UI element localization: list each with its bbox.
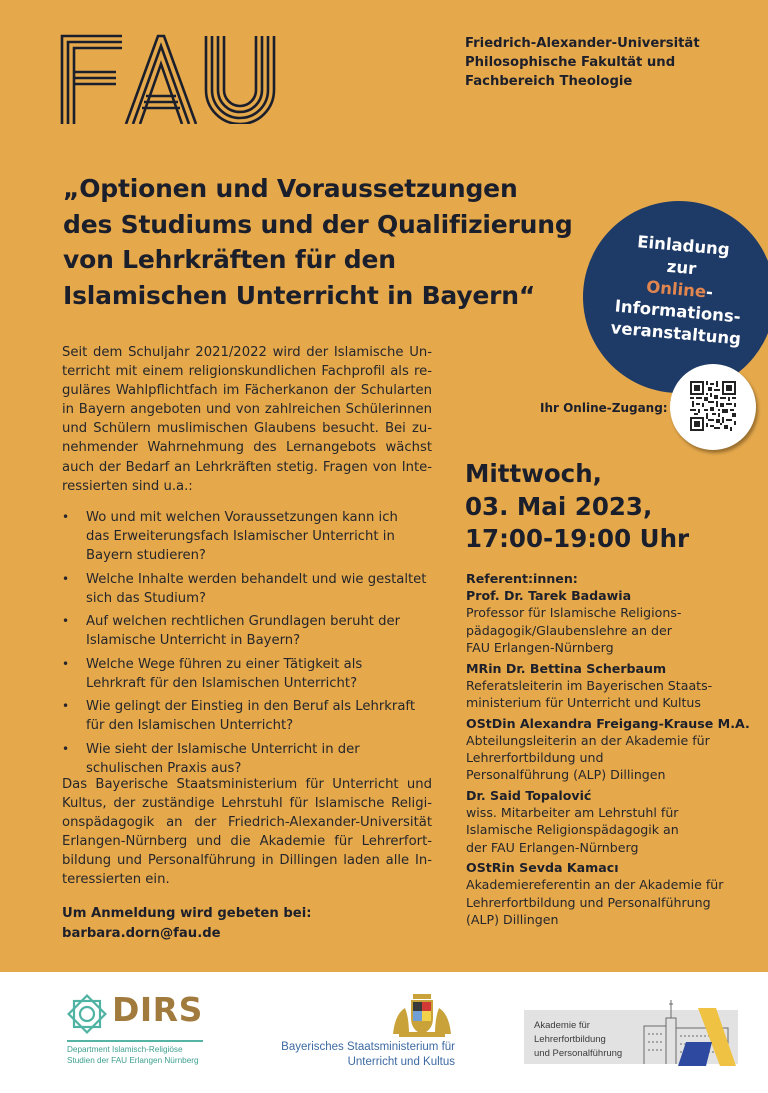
role-line: wiss. Mitarbeiter am Lehrstuhl für [466, 805, 679, 821]
title-line: Islamischen Unterricht in Bayern“ [63, 280, 536, 310]
intro-paragraph [62, 343, 432, 496]
alp-name [534, 1019, 622, 1060]
bavarian-coat-of-arms-icon [391, 994, 453, 1038]
bullet-icon: • [62, 510, 70, 524]
badge-line: Informations- [614, 296, 742, 327]
alp-logo [524, 992, 744, 1068]
event-title [63, 171, 603, 313]
intro-line: auch der Bedarf an Lehrkräften stetig. Fragen von Inte- [62, 459, 432, 475]
list-item [62, 508, 442, 565]
speaker-item [466, 787, 756, 856]
question-line: Auf welchen rechtlichen Grundlagen beruht der [86, 614, 401, 630]
question-line: sich das Studium? [86, 590, 206, 606]
bullet-icon: • [62, 656, 70, 671]
institution-name [465, 34, 700, 91]
role-line: Lehrerfortbildung und Personalführung [466, 894, 711, 910]
institution-line: Fachbereich Theologie [465, 74, 633, 89]
dirs-subtitle-line: Studien der FAU Erlangen Nürnberg [67, 1056, 199, 1065]
divider [67, 1040, 203, 1042]
alp-line: und Personalführung [534, 1047, 623, 1059]
speaker-item [466, 587, 756, 656]
dirs-subtitle [67, 1044, 199, 1066]
dirs-subtitle-line: Department Islamisch-Religiöse [67, 1045, 183, 1054]
event-time: 17:00-19:00 Uhr [465, 524, 690, 553]
outro-line: bildung und Personalführung in Dillingen laden alle In- [62, 853, 432, 869]
role-line: Islamische Religionspädagogik an [466, 822, 679, 838]
title-line: „Optionen und Voraussetzungen [63, 174, 518, 203]
role-line: Akademiereferentin an der Akademie für [466, 877, 724, 893]
speaker-name: OStDin Alexandra Freigang-Krause M.A. [466, 715, 750, 731]
question-line: Islamische Unterricht in Bayern? [86, 633, 301, 649]
ministry-line: Unterricht und Kultus [347, 1055, 455, 1068]
role-line: Professor für Islamische Religions- [466, 605, 682, 621]
institution-line: Philosophische Fakultät und [465, 55, 676, 70]
speakers-heading: Referent:innen: [466, 571, 578, 586]
speaker-name: OStRin Sevda Kamacı [466, 860, 619, 876]
list-item [62, 655, 442, 693]
role-line: Lehrerfortbildung und [466, 750, 604, 766]
dirs-logo [65, 992, 205, 1072]
question-line: Welche Inhalte werden behandelt und wie gestaltet [86, 571, 427, 587]
list-item [62, 570, 442, 608]
speaker-item [466, 660, 756, 712]
registration-info [62, 904, 312, 943]
event-date: 03. Mai 2023, [465, 491, 653, 521]
bullet-icon: • [62, 571, 70, 586]
question-line: Welche Wege führen zu einer Tätigkeit als [86, 656, 363, 672]
ministry-logo [265, 994, 463, 1074]
alp-line: Lehrerfortbildung [534, 1033, 606, 1045]
online-access-label: Ihr Online-Zugang: [540, 401, 668, 415]
outro-line: Kultus, der zuständige Lehrstuhl für Islamische Religi- [62, 796, 432, 812]
role-line: Abteilungsleiterin an der Akademie für [466, 732, 710, 748]
institution-line: Friedrich-Alexander-Universität [465, 36, 700, 51]
event-day: Mittwoch, [465, 459, 602, 488]
castle-a-logo-icon [636, 992, 746, 1068]
list-item [62, 740, 442, 778]
bullet-icon: • [62, 614, 70, 629]
speaker-role [466, 604, 756, 656]
question-line: Wie gelingt der Einstieg in den Beruf als Lehrkraft [86, 699, 416, 715]
invitation-badge [575, 193, 768, 401]
question-line: Lehrkraft für den Islamischen Unterricht? [86, 675, 358, 691]
role-line: Personalführung (ALP) Dillingen [466, 767, 666, 783]
bullet-icon: • [62, 741, 70, 756]
ministry-name [281, 1040, 455, 1069]
intro-line: nehmender Wahrnehmung des Lernangebots wächst [62, 440, 432, 456]
title-line: von Lehrkräften für den [63, 245, 396, 274]
outro-line: onspädagogik an der Friedrich-Alexander-Universität [62, 815, 432, 831]
role-line: FAU Erlangen-Nürnberg [466, 639, 614, 655]
speaker-name: Prof. Dr. Tarek Badawia [466, 588, 632, 604]
question-line: Bayern studieren? [86, 548, 206, 564]
outro-line: teressierten ein. [62, 872, 170, 888]
intro-line: guläres Wahlpflichtfach im Fächerkanon der Schularten [62, 383, 432, 399]
role-line: pädagogik/Glaubenslehre an der [466, 622, 672, 638]
speaker-name: MRin Dr. Bettina Scherbaum [466, 660, 667, 676]
question-line: Wie sieht der Islamische Unterricht in der [86, 741, 360, 757]
speaker-item [466, 715, 756, 784]
intro-line: terricht mit einem religionskundlichen Fachprofil als re- [62, 364, 432, 380]
speakers-section [466, 570, 756, 932]
ministry-line: Bayerisches Staatsministerium für [281, 1041, 455, 1053]
intro-line: und Schülern muslimischen Glaubens besucht. Bei zu- [62, 421, 432, 437]
badge-highlight: Online [645, 277, 707, 302]
speaker-role [466, 804, 756, 856]
role-line: Referatsleiterin im Bayerischen Staats- [466, 677, 713, 693]
islamic-star-pattern-icon [65, 992, 109, 1036]
speaker-item [466, 859, 756, 928]
intro-line: Seit dem Schuljahr 2021/2022 wird der Islamische Un- [62, 345, 432, 360]
intro-line: in Bayern angeboten und von zahlreichen Schülerinnen [62, 402, 432, 418]
badge-line: veranstaltung [609, 318, 742, 349]
outro-line: Erlangen-Nürnberg und die Akademie für Lehrerfort- [62, 834, 432, 850]
intro-line: ressierten sind u.a.: [62, 478, 193, 494]
dirs-wordmark: DIRS [112, 990, 203, 1029]
partner-logos-footer [0, 972, 768, 1093]
registration-email-link[interactable]: barbara.dorn@fau.de [62, 925, 221, 941]
fau-logo-icon [60, 34, 294, 124]
question-line: Wo und mit welchen Voraussetzungen kann ich [86, 510, 398, 525]
question-line: das Erweiterungsfach Islamischer Unterricht in [86, 529, 395, 545]
speaker-role [466, 677, 756, 711]
badge-hyphen: - [705, 282, 714, 302]
list-item [62, 697, 442, 735]
qr-code-circle[interactable] [670, 364, 756, 450]
questions-list [62, 508, 442, 782]
badge-line: Einladung [636, 232, 731, 260]
outro-paragraph [62, 775, 432, 890]
role-line: der FAU Erlangen-Nürnberg [466, 839, 639, 855]
speaker-name: Dr. Said Topalović [466, 787, 592, 803]
question-line: schulischen Praxis aus? [86, 760, 242, 776]
list-item [62, 612, 442, 650]
title-line: des Studiums und der Qualifizierung [63, 209, 573, 239]
qr-code-icon[interactable] [690, 381, 736, 431]
question-line: für den Islamischen Unterricht? [86, 718, 294, 734]
registration-label: Um Anmeldung wird gebeten bei: [62, 906, 312, 921]
badge-line: zur [666, 256, 698, 279]
bullet-icon: • [62, 699, 70, 714]
role-line: (ALP) Dillingen [466, 911, 559, 927]
role-line: ministerium für Unterricht und Kultus [466, 694, 701, 710]
speaker-role [466, 732, 756, 784]
outro-line: Das Bayerische Staatsministerium für Unterricht und [62, 777, 432, 792]
speaker-role [466, 876, 756, 928]
alp-line: Akademie für [534, 1020, 590, 1031]
event-datetime [465, 458, 689, 556]
